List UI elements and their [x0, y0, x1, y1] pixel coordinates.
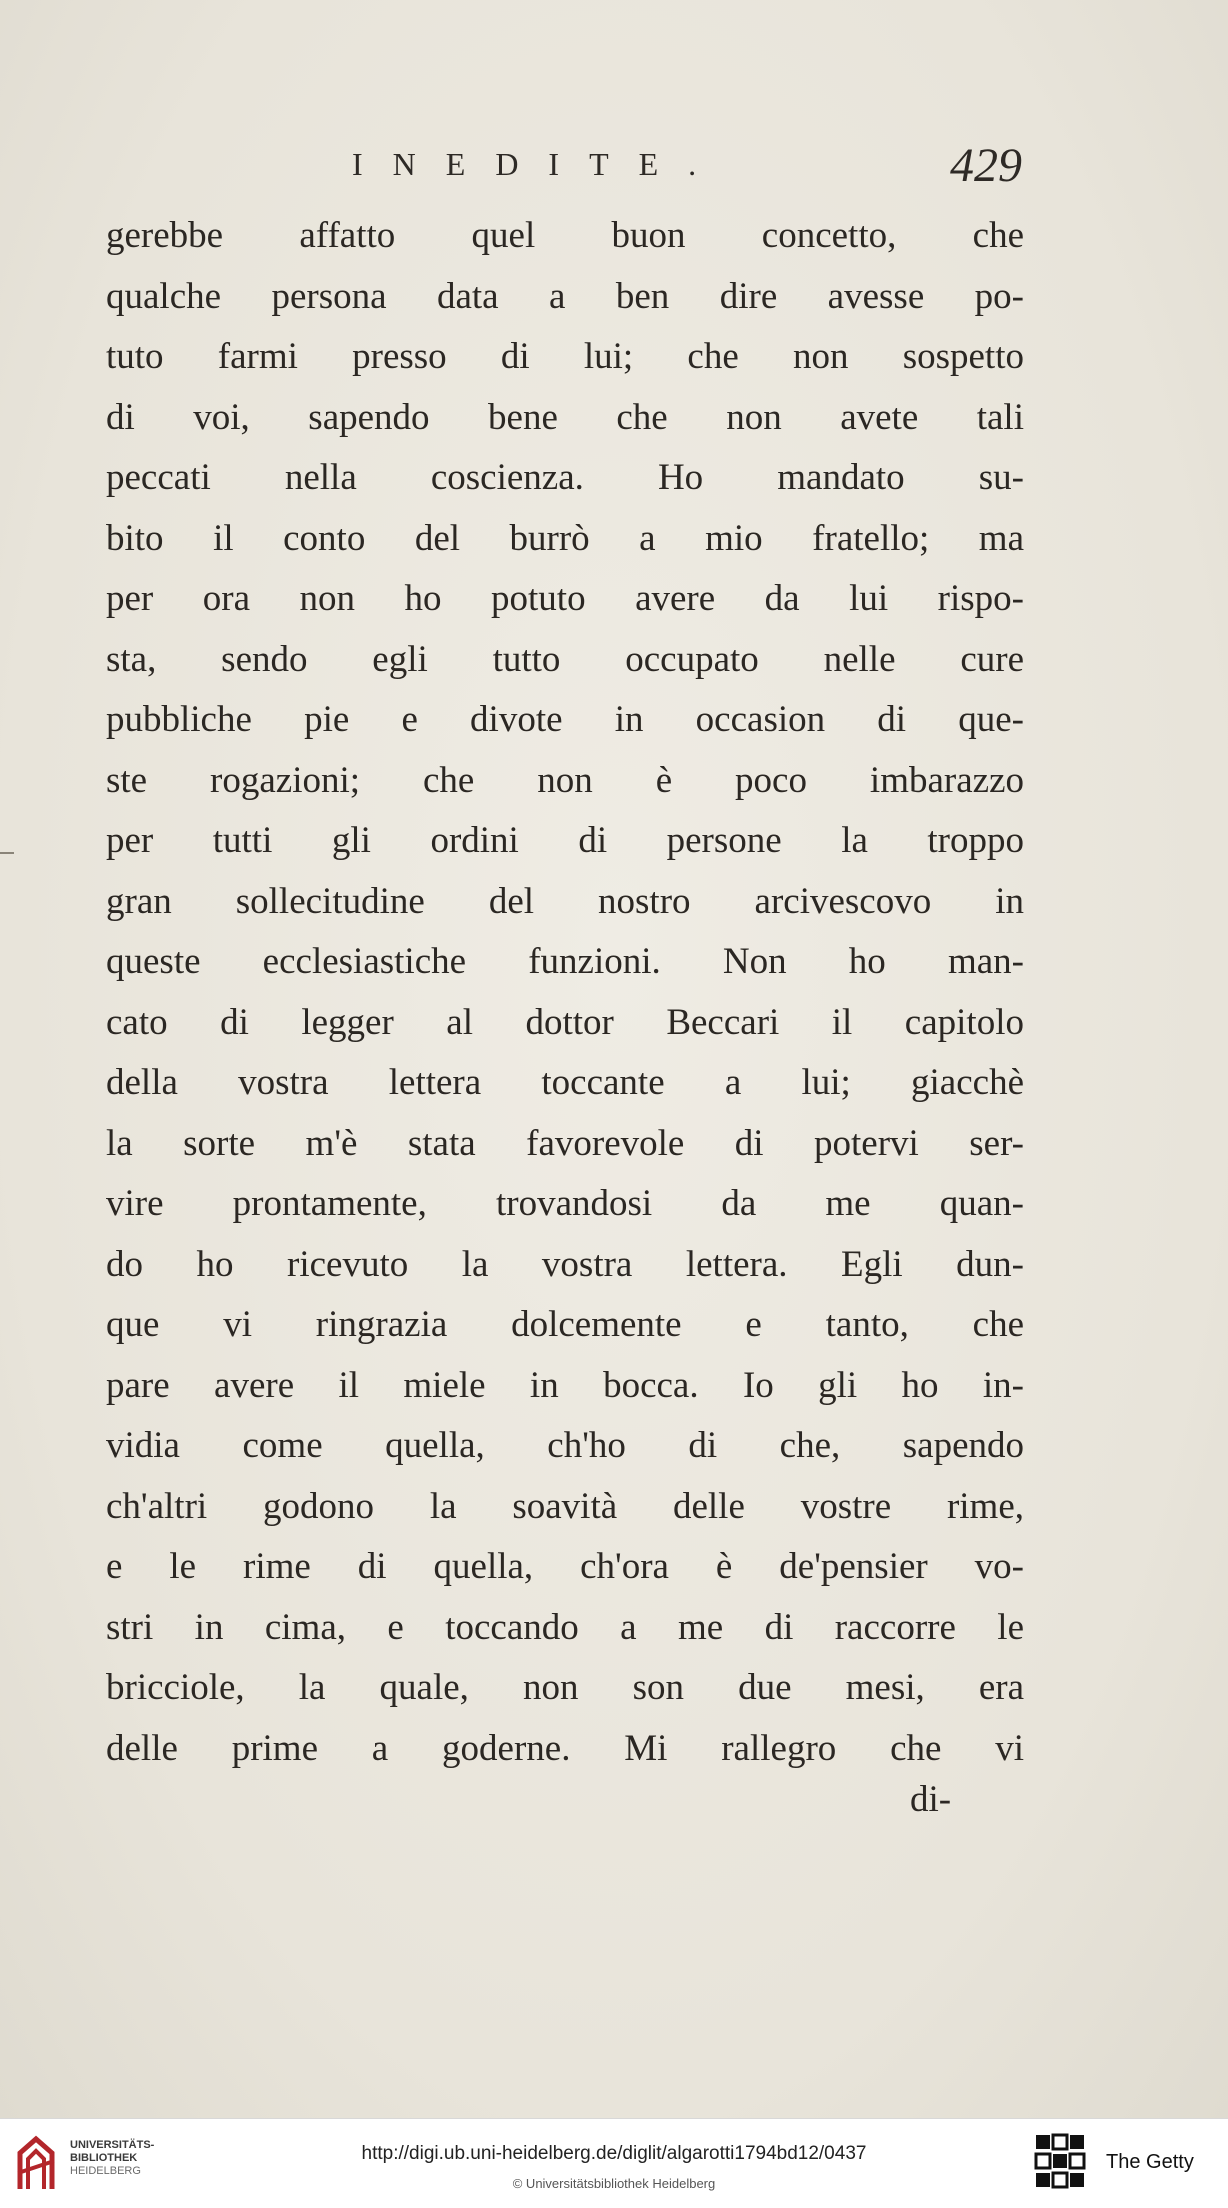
- permalink-url[interactable]: http://digi.ub.uni-heidelberg.de/diglit/algarotti1794bd12/0437: [361, 2143, 867, 2164]
- text-line-11: per tutti gli ordini di persone la troppo: [106, 820, 1024, 861]
- text-line-24: stri in cima, e toccando a me di raccorre le: [106, 1606, 1024, 1648]
- text-line-15: della vostra lettera toccante a lui; giacchè: [106, 1062, 1024, 1103]
- library-name-line1: UNIVERSITÄTS-: [70, 2139, 155, 2151]
- text-line-9: pubbliche pie e divote in occasion di que-: [106, 699, 1024, 740]
- getty-logo-icon[interactable]: [1034, 2133, 1086, 2191]
- text-line-12: gran sollecitudine del nostro arcivescovo in: [106, 880, 1024, 922]
- text-line-1: gerebbe affatto quel buon concetto, che: [106, 215, 1024, 256]
- text-line-2: qualche persona data a ben dire avesse po-: [106, 275, 1024, 317]
- margin-mark: [0, 852, 14, 854]
- library-name-line2: BIBLIOTHEK: [70, 2152, 138, 2164]
- text-line-14: cato di legger al dottor Beccari il capitolo: [106, 1001, 1024, 1043]
- viewer-footer: [0, 2118, 1228, 2208]
- text-line-21: vidia come quella, ch'ho di che, sapendo: [106, 1425, 1024, 1466]
- text-line-16: la sorte m'è stata favorevole di potervi ser-: [106, 1122, 1024, 1164]
- text-line-22: ch'altri godono la soavità delle vostre rime,: [106, 1485, 1024, 1527]
- text-line-25: bricciole, la quale, non son due mesi, era: [106, 1667, 1024, 1708]
- text-line-8: sta, sendo egli tutto occupato nelle cure: [106, 638, 1024, 680]
- text-line-23: e le rime di quella, ch'ora è de'pensier vo-: [106, 1546, 1024, 1587]
- copyright-notice: © Universitätsbibliothek Heidelberg: [512, 2176, 716, 2191]
- text-line-3: tuto farmi presso di lui; che non sospetto: [106, 336, 1024, 377]
- text-line-13: queste ecclesiastiche funzioni. Non ho man-: [106, 941, 1024, 982]
- partner-name: The Getty: [1106, 2151, 1194, 2173]
- text-line-18: do ho ricevuto la vostra lettera. Egli dun-: [106, 1243, 1024, 1285]
- text-line-20: pare avere il miele in bocca. Io gli ho in-: [106, 1364, 1024, 1406]
- text-line-19: que vi ringrazia dolcemente e tanto, che: [106, 1304, 1024, 1345]
- running-title: INEDITE.: [352, 146, 727, 182]
- text-line-10: ste rogazioni; che non è poco imbarazzo: [106, 759, 1024, 801]
- text-line-7: per ora non ho potuto avere da lui rispo-: [106, 578, 1024, 619]
- text-line-4: di voi, sapendo bene che non avete tali: [106, 396, 1024, 438]
- text-line-6: bito il conto del burrò a mio fratello; ma: [106, 517, 1024, 559]
- text-line-17: vire prontamente, trovandosi da me quan-: [106, 1183, 1024, 1224]
- catchword: di-: [910, 1779, 952, 1820]
- library-city: HEIDELBERG: [70, 2165, 141, 2177]
- text-line-26: delle prime a goderne. Mi rallegro che vi: [106, 1727, 1024, 1769]
- body-text: [106, 206, 1024, 1779]
- page-number: 429: [950, 139, 1022, 192]
- running-head: [0, 138, 1228, 198]
- text-line-5: peccati nella coscienza. Ho mandato su-: [106, 457, 1024, 498]
